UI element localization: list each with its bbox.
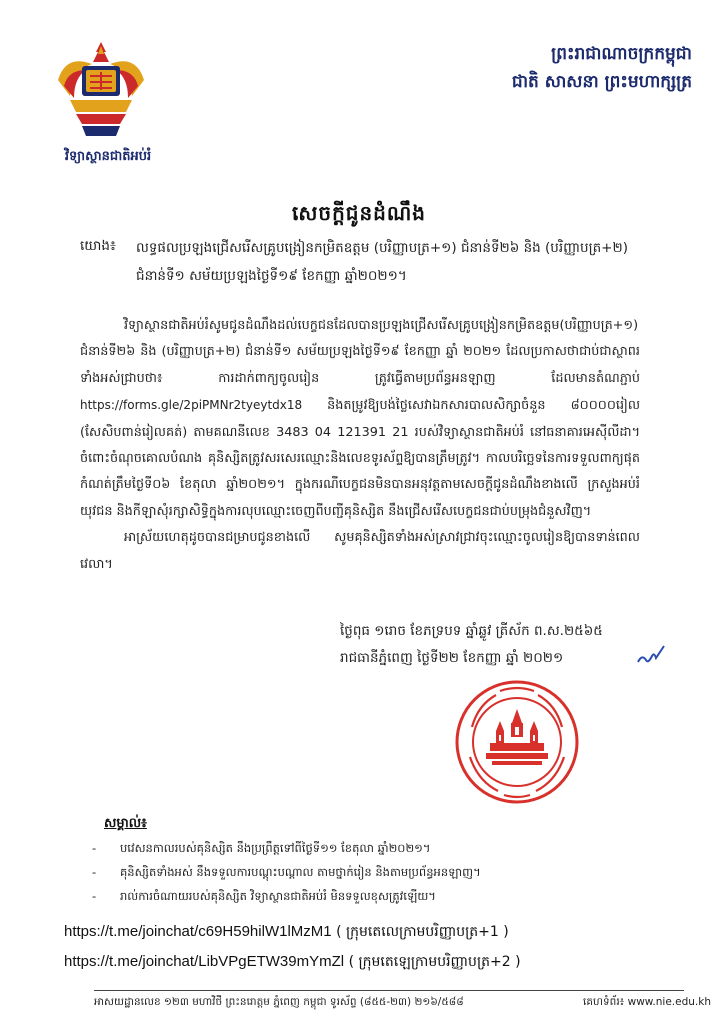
footer-divider bbox=[94, 990, 684, 991]
reference-text bbox=[136, 234, 656, 290]
announcement-body bbox=[80, 313, 640, 578]
telegram-group-label-2: ( ក្រុមតេឡេក្រាមបរិញ្ញាបត្រ+2 ) bbox=[348, 954, 521, 970]
kingdom-motto: ជាតិ សាសនា ព្រះមហាក្សត្រ bbox=[511, 72, 692, 92]
bullet-dash-icon: - bbox=[92, 865, 97, 879]
telegram-link-1[interactable]: https://t.me/joinchat/c69H59hilW1lMzM1 bbox=[64, 923, 332, 940]
bullet-dash-icon: - bbox=[92, 889, 97, 903]
body-paragraph-2: អាស្រ័យហេតុដូចបានជម្រាបជូនខាងលើ សូមគុនិស្សិតទាំងអស់ស្រាវជ្រាវចុះឈ្មោះចូលរៀនឱ្យបានទាន់ពេលវេលា។ bbox=[80, 530, 640, 572]
note-item bbox=[92, 860, 612, 884]
telegram-link-2[interactable]: https://t.me/joinchat/LibVPgETW39mYmZl bbox=[64, 953, 345, 970]
notes-title: សម្គាល់៖ bbox=[104, 816, 147, 831]
institute-logo bbox=[52, 40, 150, 140]
body-paragraph-1 bbox=[80, 313, 640, 525]
note-text: បវេសនកាលរបស់គុនិស្សិត នឹងប្រព្រឹត្តទៅពីថ្ងៃទី១១ ខែតុលា ឆ្នាំ២០២១។ bbox=[120, 841, 431, 855]
note-text: គុនិស្សិតទាំងអស់ នឹងទទួលការបណ្តុះបណ្តាល តាមថ្នាក់រៀន និងតាមប្រព័ន្ធអនឡាញ។ bbox=[120, 865, 481, 879]
body-p1-end: របស់វិទ្យាស្ថានជាតិអប់រំ នៅធនាគារអេស៊ីលីដា។ ចំពោះចំណុចគោលបំណង គុនិស្សិតត្រូវសរសេរឈ្មោះនិងលេខទូរស័ព្ទឱ្យបានត្រឹមត្រូវ។ កាលបរិច្ឆេទនៃការទទួលពាក្យផុតកំណត់ត្រឹមថ្ងៃទី០៦ ខែតុលា ឆ្នាំ២០២១។ ក្នុងករណីបេក្ខជនមិនបានអនុវត្តតាមសេចក្តីជូនដំណឹងខាងលើ ក្រសួងអប់រំ យុវជន និងកីឡាសុំរក្សាសិទ្ធិក្នុងការលុបឈ្មោះចេញពីបញ្ជីគុនិស្សិត នឹងជ្រើសរើសបេក្ខជនជាប់បម្រុងជំនួសវិញ។ bbox=[80, 424, 640, 519]
logo-caption: វិទ្យាស្ថានជាតិអប់រំ bbox=[64, 149, 152, 164]
kingdom-header bbox=[452, 40, 692, 96]
note-item bbox=[92, 884, 612, 908]
signature-initial-icon bbox=[636, 640, 666, 670]
reference-line-2: ជំនាន់ទី១ សម័យប្រឡងថ្ងៃទី១៩ ខែកញ្ញា ឆ្នាំ២០២១។ bbox=[136, 268, 407, 284]
footer-website[interactable]: គេហទំព័រ៖ www.nie.edu.kh bbox=[583, 996, 711, 1008]
bank-account-number: 3483 04 121391 21 bbox=[276, 424, 409, 440]
lunar-date: ថ្ងៃពុធ ១រោច ខែភទ្របទ ឆ្នាំឆ្លូវ ត្រីស័ក ព.ស.២៥៦៥ bbox=[340, 623, 603, 639]
date-block bbox=[340, 618, 680, 672]
reference-line-1: លទ្ធផលប្រឡងជ្រើសរើសគ្រូបង្រៀនកម្រិតឧត្តម (បរិញ្ញាបត្រ+១) ជំនាន់ទី២៦ និង (បរិញ្ញាបត្រ+២) bbox=[136, 240, 628, 256]
telegram-links bbox=[64, 917, 704, 977]
bullet-dash-icon: - bbox=[92, 841, 97, 855]
telegram-link-row bbox=[64, 917, 704, 947]
form-link[interactable]: https://forms.gle/2piPMNr2tyeytdx18 bbox=[80, 398, 303, 413]
footer-address: អាសយដ្ឋានលេខ ១២៣ មហាវិថី ព្រះនរោត្តម ភ្នំពេញ កម្ពុជា ទូរស័ព្ទ (៨៥៥-២៣) ២១៦/៥៨៨ bbox=[94, 996, 464, 1008]
kingdom-name: ព្រះរាជាណាចក្រកម្ពុជា bbox=[551, 44, 692, 64]
solar-date: រាជធានីភ្នំពេញ ថ្ងៃទី២២ ខែកញ្ញា ឆ្នាំ ២០២១ bbox=[340, 650, 564, 666]
logo-emblem-icon bbox=[52, 40, 150, 140]
note-text: រាល់ការចំណាយរបស់គុនិស្សិត វិទ្យាស្ថានជាតិអប់រំ មិនទទួលខុសត្រូវឡើយ។ bbox=[120, 889, 436, 903]
note-item bbox=[92, 836, 612, 860]
notes-list bbox=[92, 836, 612, 908]
telegram-link-row bbox=[64, 947, 704, 977]
seal-stamp-icon bbox=[452, 677, 582, 807]
document-title: សេចក្តីជូនដំណឹង bbox=[292, 201, 426, 225]
telegram-group-label-1: ( ក្រុមតេលេក្រាមបរិញ្ញាបត្រ+1 ) bbox=[336, 924, 509, 940]
body-p1-intro: វិទ្យាស្ថានជាតិអប់រំសូមជូនដំណឹងដល់បេក្ខជនដែលបានប្រឡងជ្រើសរើសគ្រូបង្រៀនកម្រិតឧត្តម(បរិញ្ញាបត្រ+១) ជំនាន់ទី២៦ និង (បរិញ្ញាបត្រ+២) ជំនាន់ទី១ សម័យប្រឡងថ្ងៃទី១៩ ខែកញ្ញា ឆ្នាំ ២០២១ ដែលប្រកាសថាជាប់ជាស្ថាពរទាំងអស់ជ្រាបថា៖ ការដាក់ពាក្យចូលរៀន ត្រូវធ្វើតាមប្រព័ន្ធអនឡាញ ដែលមានតំណភ្ជាប់ bbox=[80, 318, 640, 386]
official-seal bbox=[452, 677, 582, 807]
body-p1-fee: និងតម្រូវឱ្យបង់ថ្លៃសេវាឯកសារបាលសិក្សាចំនួន ៨០០០០រៀល (សែសិបពាន់រៀលគត់) តាមគណនីលេខ bbox=[80, 398, 640, 440]
reference-label: យោង៖ bbox=[80, 238, 116, 254]
